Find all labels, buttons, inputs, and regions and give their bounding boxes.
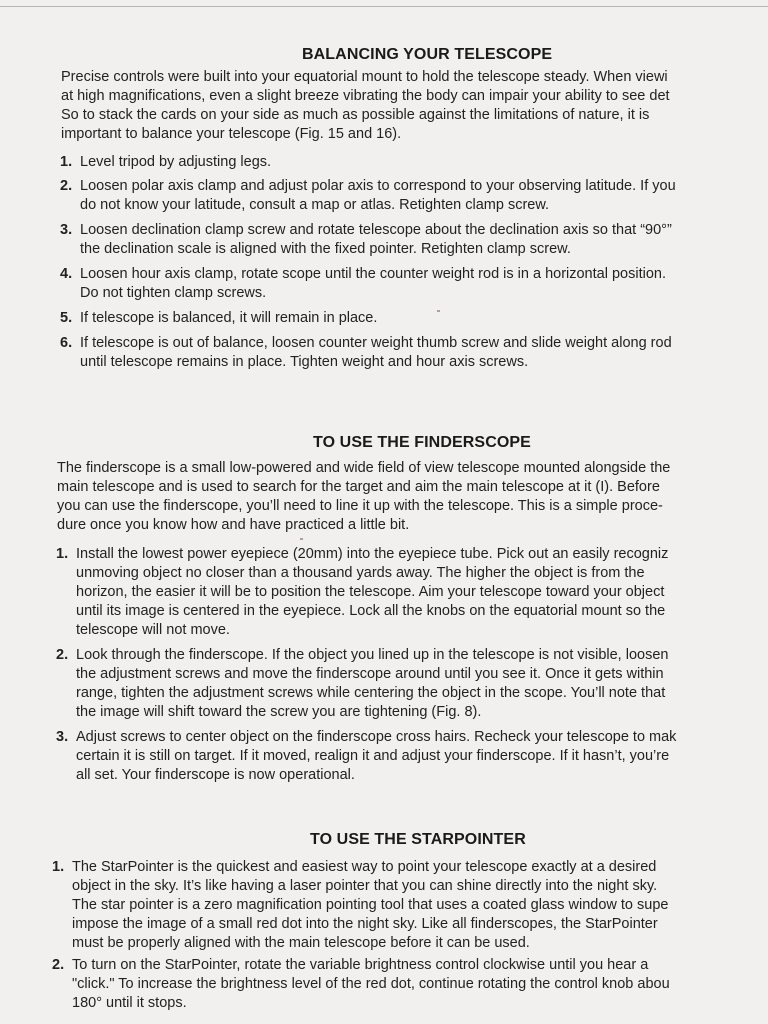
heading-starpointer: TO USE THE STARPOINTER: [310, 831, 526, 848]
finderscope-intro: The finderscope is a small low-powered and wide field of view telescope mounted alongside the main telescope and is used to search for the target and aim the main telescope at it (I). Before you can use the finderscope, you’ll need to line it up with the telescope. This is a simple proce- dure once you know how and have practiced a little bit.: [57, 460, 671, 533]
scan-speck: [300, 538, 303, 540]
list-item: 2. Loosen polar axis clamp and adjust polar axis to correspond to your observing latitude. If you do not know your latitude, consult a map or atlas. Retighten clamp screw.: [60, 178, 676, 213]
list-item: 3. Adjust screws to center object on the finderscope cross hairs. Recheck your telescope to mak certain it is still on target. If it moved, realign it and adjust your finderscope. If it hasn’t, you’re all set. Your finderscope is now operational.: [56, 729, 677, 783]
balancing-steps: [60, 153, 676, 372]
heading-finderscope: TO USE THE FINDERSCOPE: [313, 434, 531, 451]
list-item: 1. The StarPointer is the quickest and easiest way to point your telescope exactly at a desired object in the sky. It’s like having a laser pointer that you can shine directly into the night sky. The star pointer is a zero magnification pointing tool that uses a coated glass window to supe impose the image of a small red dot into the night sky. Like all finderscopes, the StarPointer must be properly aligned with the main telescope before it can be used.: [52, 859, 669, 951]
heading-balancing: BALANCING YOUR TELESCOPE: [302, 46, 553, 63]
list-item: 1. Install the lowest power eyepiece (20mm) into the eyepiece tube. Pick out an easily recogniz unmoving object no closer than a thousand yards away. The higher the object is from the horizon, the easier it will be to position the telescope. Aim your telescope toward your object until its image is centered in the eyepiece. Lock all the knobs on the equatorial mount so the telescope will not move.: [56, 546, 669, 638]
list-item: 3. Loosen declination clamp screw and rotate telescope about the declination axis so that “90°” the declination scale is aligned with the fixed pointer. Retighten clamp screw.: [60, 222, 672, 257]
scan-speck: [437, 310, 440, 312]
list-item: 2. To turn on the StarPointer, rotate the variable brightness control clockwise until you hear a "click." To increase the brightness level of the red dot, continue rotating the control knob abou 180° until it stops.: [52, 957, 670, 1011]
list-item: 6. If telescope is out of balance, loosen counter weight thumb screw and slide weight along rod until telescope remains in place. Tighten weight and hour axis screws.: [60, 335, 672, 370]
list-item: 5. If telescope is balanced, it will remain in place.: [60, 310, 378, 326]
list-item: 4. Loosen hour axis clamp, rotate scope until the counter weight rod is in a horizontal position. Do not tighten clamp screws.: [60, 266, 666, 301]
starpointer-steps: [52, 858, 670, 1013]
list-item: 2. Look through the finderscope. If the object you lined up in the telescope is not visible, loosen the adjustment screws and move the finderscope around until you see it. Once it gets within range, tighten the adjustment screws while centering the object in the scope. You’ll note that the image will shift toward the screw you are tightening (Fig. 8).: [56, 647, 669, 720]
finderscope-steps: [56, 545, 676, 785]
list-item: 1. Level tripod by adjusting legs.: [60, 154, 272, 170]
balancing-intro: Precise controls were built into your equatorial mount to hold the telescope steady. When viewi at high magnifications, even a slight breeze vibrating the body can impair your ability to see det So to stack the cards on your side as much as possible against the limitations of nature, it is important to balance your telescope (Fig. 15 and 16).: [61, 69, 670, 142]
